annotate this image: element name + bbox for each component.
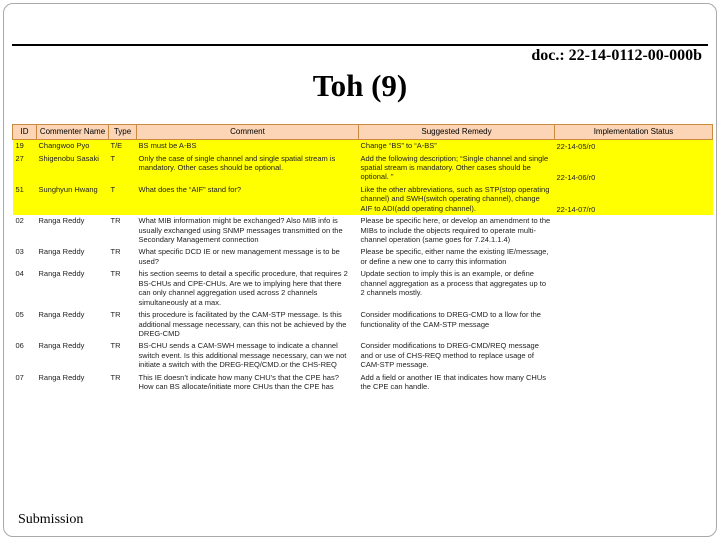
table-row bbox=[13, 372, 713, 394]
table-row bbox=[13, 215, 713, 246]
doc-number: doc.: 22-14-0112-00-000b bbox=[531, 47, 702, 64]
cell-remedy: Add a field or another IE that indicates how many CHUs the CPE can handle. bbox=[360, 372, 547, 392]
table-row bbox=[13, 140, 713, 153]
header-comment: Comment bbox=[137, 125, 359, 140]
header-commenter-name: Commenter Name bbox=[37, 125, 109, 140]
cell-comment: his section seems to detail a specific procedure, that requires 2 BS-CHUs and CPE-CHUs. Are we to implying here that there can only channel aggregation used across 2 channels simultaneously at a max. bbox=[138, 269, 348, 307]
slide bbox=[3, 3, 717, 537]
cell-status bbox=[555, 372, 713, 394]
cell-remedy: Consider modifications to DREG-CMD/REQ message and or use of CHS-REQ method to replace usage of CAM-STP message. bbox=[360, 341, 539, 370]
table-row bbox=[13, 268, 713, 309]
cell-comment: this procedure is facilitated by the CAM-STP message. Is this additional message necessary, can this not be achieved by the DREG-CMD bbox=[138, 310, 347, 338]
cell-type: TR bbox=[110, 247, 121, 257]
cell-commenter: Ranga Reddy bbox=[38, 341, 85, 351]
cell-status bbox=[555, 340, 713, 371]
cell-id: 19 bbox=[13, 140, 37, 153]
header-implementation-status: Implementation Status bbox=[555, 125, 713, 140]
cell-comment: What specific DCD IE or new management message is to be used? bbox=[138, 247, 340, 266]
header-type: Type bbox=[109, 125, 137, 140]
table-row bbox=[13, 340, 713, 371]
cell-id: 06 bbox=[15, 341, 24, 351]
cell-status bbox=[555, 246, 713, 268]
cell-commenter: Changwoo Pyo bbox=[37, 140, 109, 153]
cell-commenter: Ranga Reddy bbox=[38, 310, 85, 320]
cell-commenter: Shigenobu Sasaki bbox=[37, 153, 109, 184]
cell-comment: BS must be A-BS bbox=[137, 140, 359, 153]
table-header-row bbox=[13, 125, 713, 140]
cell-remedy: Like the other abbreviations, such as STP(stop operating channel) and SWH(switch operating channel), change AIF to ADI(add operating channel). bbox=[359, 184, 555, 215]
cell-type: T bbox=[109, 153, 137, 184]
table-row bbox=[13, 309, 713, 340]
cell-remedy: Change “BS” to “A-BS” bbox=[359, 140, 555, 153]
header-rule bbox=[12, 44, 708, 46]
cell-id: 07 bbox=[15, 372, 24, 382]
cell-comment: What MIB information might be exchanged? Also MIB info is usually exchanged using SNMP messages transmitted on the Secondary Management connection bbox=[138, 216, 343, 245]
cell-remedy: Please be specific, either name the existing IE/message, or define a new one to carry this information bbox=[360, 247, 549, 266]
table-row bbox=[13, 184, 713, 215]
comments-table bbox=[12, 124, 712, 394]
cell-commenter: Sunghyun Hwang bbox=[37, 184, 109, 215]
cell-remedy: Add the following description; “Single channel and single spatial stream is mandatory. Other cases should be optional. ” bbox=[359, 153, 555, 184]
cell-type: T bbox=[109, 184, 137, 215]
cell-id: 04 bbox=[15, 269, 24, 279]
cell-comment: Only the case of single channel and single spatial stream is mandatory. Other cases should be optional. bbox=[137, 153, 359, 184]
cell-type: TR bbox=[110, 341, 121, 351]
cell-comment: What does the “AIF” stand for? bbox=[137, 184, 359, 215]
cell-status bbox=[555, 309, 713, 340]
cell-status: 22-14-05/r0 bbox=[555, 140, 713, 153]
cell-remedy: Please be specific here, or develop an amendment to the MIBs to include the objects required to operate multi-channel operation (same goes for 7.24.1.1.4) bbox=[360, 216, 551, 245]
cell-comment: This IE doesn’t indicate how many CHU’s that the CPE has? How can BS allocate/initiate more CHUs than the CPE has bbox=[138, 372, 339, 392]
page-title: Toh (9) bbox=[312, 68, 408, 103]
cell-commenter: Ranga Reddy bbox=[38, 269, 85, 279]
header-id: ID bbox=[13, 125, 37, 140]
cell-status bbox=[555, 268, 713, 309]
cell-comment: BS-CHU sends a CAM-SWH message to indicate a channel switch event. Is this additional message necessary, can we not initiate a switch with the DREG-REQ/CMD.or the CHS-REQ bbox=[138, 341, 347, 370]
submission-footer: Submission bbox=[18, 512, 84, 527]
cell-status: 22-14-06/r0 bbox=[555, 153, 713, 184]
cell-type: TR bbox=[110, 310, 121, 320]
cell-status bbox=[555, 215, 713, 246]
cell-id: 51 bbox=[13, 184, 37, 215]
cell-remedy: Consider modifications to DREG-CMD to a llow for the functionality of the CAM-STP message bbox=[360, 310, 541, 329]
cell-status: 22-14-07/r0 bbox=[555, 184, 713, 215]
cell-id: 03 bbox=[15, 247, 24, 257]
header-suggested-remedy: Suggested Remedy bbox=[359, 125, 555, 140]
cell-id: 05 bbox=[15, 310, 24, 320]
cell-commenter: Ranga Reddy bbox=[38, 216, 85, 226]
table-row bbox=[13, 246, 713, 268]
cell-type: TR bbox=[110, 216, 121, 226]
cell-type: TR bbox=[110, 372, 121, 382]
cell-type: T/E bbox=[109, 140, 137, 153]
cell-remedy: Update section to imply this is an example, or define channel aggregation as a process that aggregates up to 2 channels mostly. bbox=[360, 269, 547, 298]
cell-id: 02 bbox=[15, 216, 24, 226]
cell-commenter: Ranga Reddy bbox=[38, 247, 85, 257]
cell-id: 27 bbox=[13, 153, 37, 184]
table-row bbox=[13, 153, 713, 184]
cell-type: TR bbox=[110, 269, 121, 279]
cell-commenter: Ranga Reddy bbox=[38, 372, 85, 382]
